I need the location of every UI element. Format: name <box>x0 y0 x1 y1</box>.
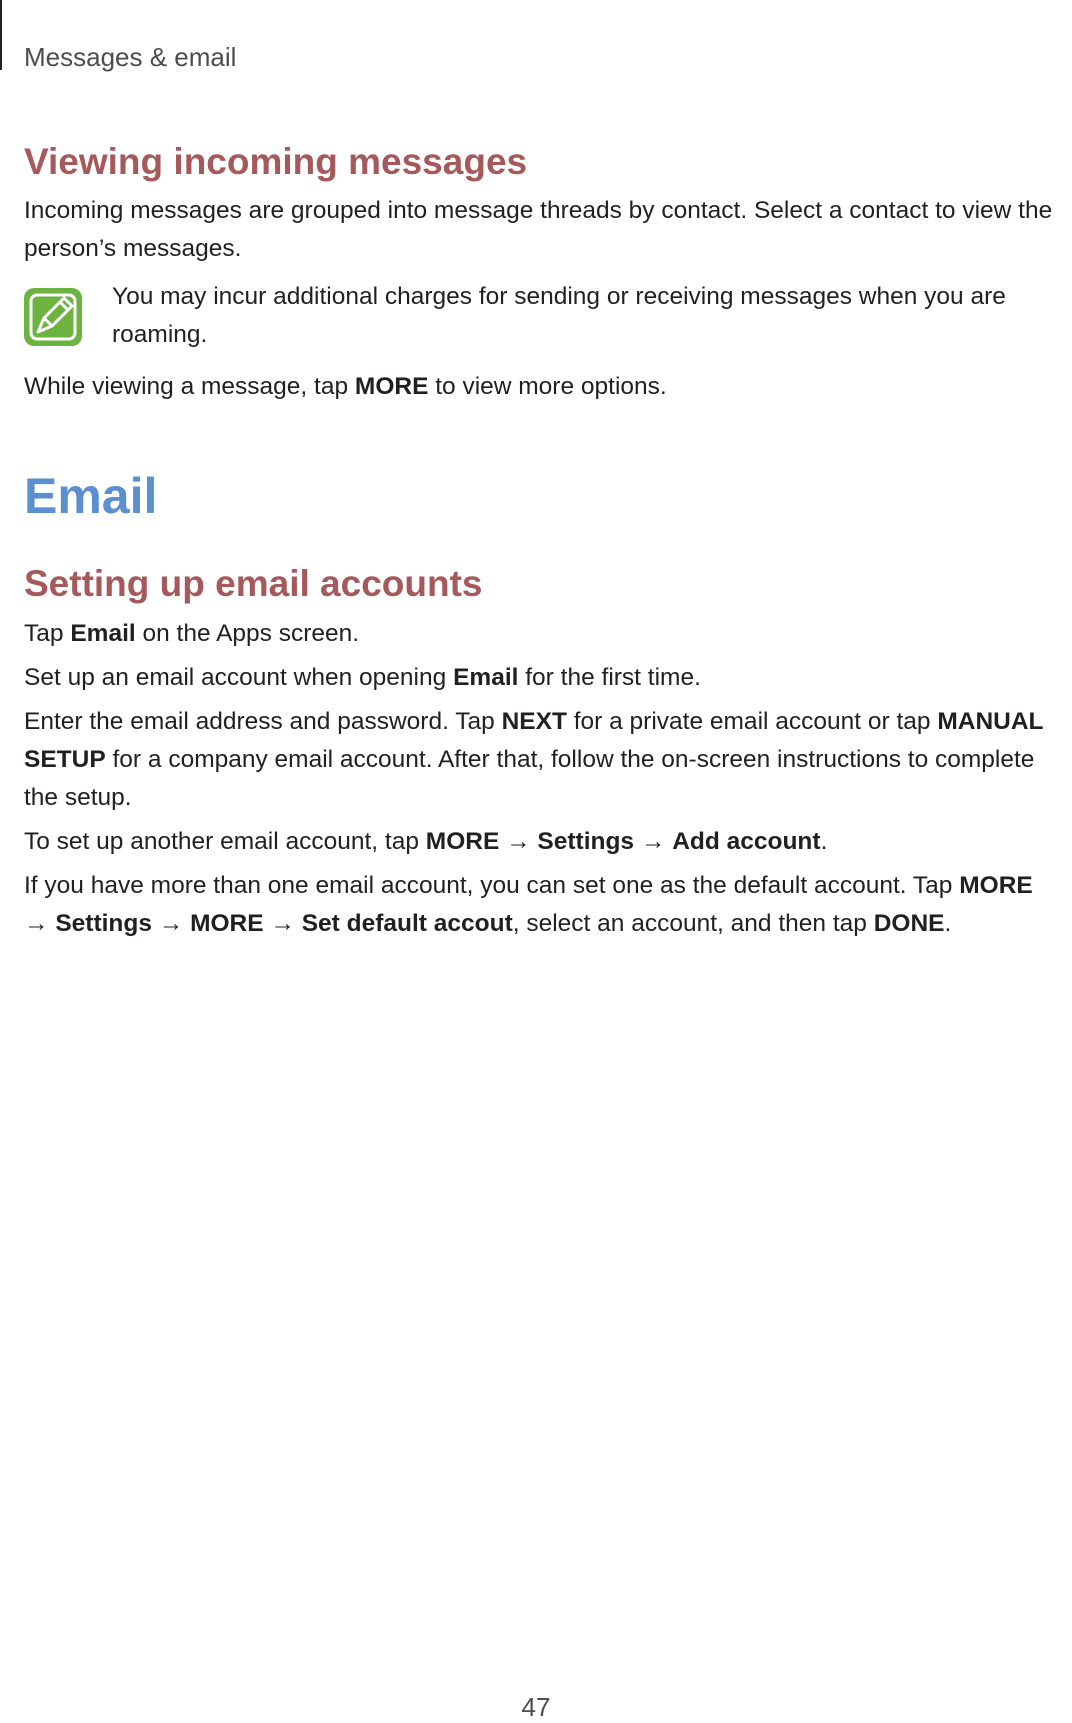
bold-term: Settings <box>537 827 635 855</box>
paragraph-another-account <box>24 823 1064 861</box>
page-number: 47 <box>521 1692 551 1722</box>
paragraph-first-time <box>24 659 1064 697</box>
bold-term: MORE <box>425 827 500 855</box>
chapter-title-email: Email <box>24 468 158 525</box>
text-run: for the first time. <box>518 663 701 691</box>
paragraph-default-account <box>24 867 1064 943</box>
bold-term: MORE <box>354 373 429 401</box>
text-run: for a company email account. After that, follow the on-screen instructions to complete the setup. <box>24 745 1035 811</box>
text-run: for a private email account or tap <box>566 707 938 735</box>
header-rule <box>0 0 2 70</box>
paragraph-more-options <box>24 368 1064 406</box>
arrow-separator: → <box>24 909 56 937</box>
paragraph-tap-email <box>24 615 1064 653</box>
bold-term: MANUAL SETUP <box>24 707 1044 773</box>
note-box <box>24 276 1064 354</box>
text-run: Set up an email account when opening <box>24 663 454 691</box>
pencil-note-icon <box>24 288 82 346</box>
arrow-separator: → <box>499 827 538 855</box>
text-run: to view more options. <box>428 373 667 401</box>
arrow-separator: → <box>263 909 302 937</box>
section-heading-viewing: Viewing incoming messages <box>24 141 528 182</box>
running-title: Messages & email <box>24 42 237 72</box>
bold-term: Add account <box>672 827 821 855</box>
bold-term: NEXT <box>501 707 567 735</box>
text-run: To set up another email account, tap <box>24 827 426 855</box>
bold-term: MORE <box>959 871 1033 899</box>
bold-term: Settings <box>55 909 152 937</box>
arrow-separator: → <box>151 909 191 937</box>
text-run: Tap <box>24 619 71 647</box>
bold-term: MORE <box>190 909 264 937</box>
bold-term: Email <box>70 619 136 647</box>
text-run: Enter the email address and password. Tap <box>24 707 502 735</box>
paragraph-intro <box>24 192 1064 268</box>
text-run: If you have more than one email account, you can set one as the default account. Tap <box>24 871 960 899</box>
note-text: You may incur additional charges for sending or receiving messages when you are roaming. <box>112 283 1006 349</box>
bold-term: DONE <box>873 909 945 937</box>
text-run: While viewing a message, tap <box>24 373 355 401</box>
text-run: , select an account, and then tap <box>512 909 874 937</box>
bold-term: Email <box>453 663 519 691</box>
text-run: on the Apps screen. <box>135 619 360 647</box>
page-content <box>24 140 1064 943</box>
section-heading-setup: Setting up email accounts <box>24 563 483 605</box>
paragraph-enter-address <box>24 703 1064 817</box>
arrow-separator: → <box>634 827 673 855</box>
intro-text: Incoming messages are grouped into message threads by contact. Select a contact to view the person’s messages. <box>24 197 1053 263</box>
text-run: . <box>820 827 828 855</box>
text-run: . <box>944 909 952 937</box>
bold-term: Set default accout <box>301 909 513 937</box>
